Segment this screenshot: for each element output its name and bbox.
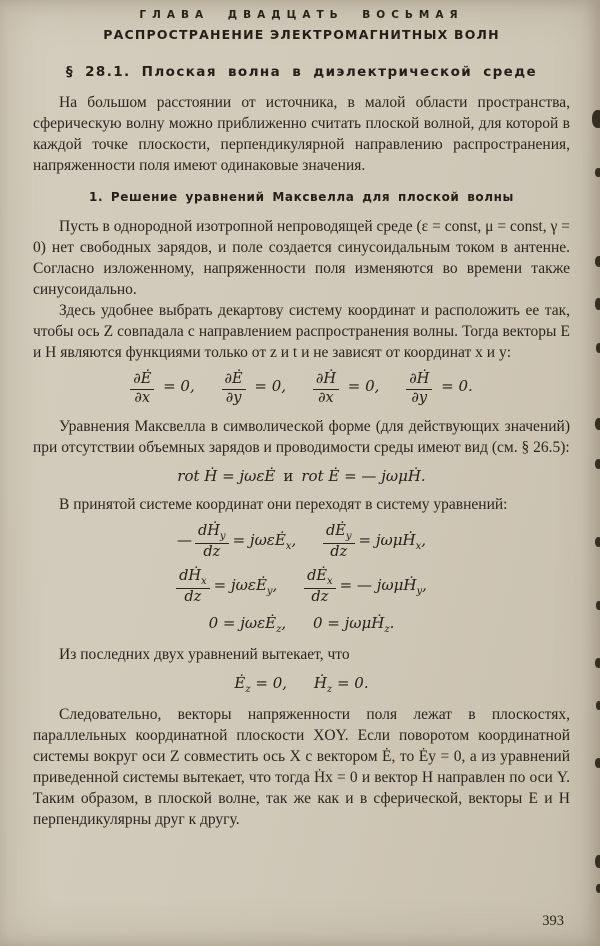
fraction-numerator: ∂Ė xyxy=(222,372,246,390)
paragraph-system-intro: В принятой системе координат они переходят в систему уравнений: xyxy=(59,495,508,513)
paragraph-medium-conditions: Пусть в однородной изотропной непроводящей среде (ε = const, μ = const, γ = 0) нет свободных зарядов, и поле создается синусоидальным током в антенне. Согласно изложенному, напряженности поля изменяются во времени также синусоидально. xyxy=(33,218,570,298)
equation-term xyxy=(314,674,369,695)
fraction-numerator: ∂Ė xyxy=(130,372,154,390)
fraction xyxy=(176,569,210,606)
equation-term xyxy=(209,614,287,635)
rhs-tail: , xyxy=(272,575,278,594)
rhs-subscript: z xyxy=(384,623,390,635)
scan-artifact xyxy=(592,110,600,128)
paragraph-final: Следовательно, векторы напряженности поля лежат в плоскостях, параллельных координатной плоскости XOY. Если поворотом координатной системы вокруг оси Z совместить ось X с вектором Ė, то Ėy = 0, а из уравнений приведенной системы вытекает, что тогда Ḣx = 0 и вектор H направлен по оси Y. Таким образом, в плоской волне, так же как и в сферической, векторы E и H перпендикулярны друг к другу. xyxy=(33,705,570,828)
equation-term xyxy=(313,372,380,407)
fraction xyxy=(304,569,336,606)
equation-system-row2 xyxy=(33,569,570,606)
scan-artifact xyxy=(595,418,600,430)
equation-conjunction: и xyxy=(283,466,294,485)
equation-term xyxy=(177,524,296,561)
numerator-subscript: y xyxy=(219,530,226,542)
equation-term xyxy=(222,372,287,407)
fraction-denominator: dz xyxy=(203,543,221,560)
fraction xyxy=(195,524,229,561)
scan-artifact xyxy=(595,758,600,768)
rhs-subscript: x xyxy=(285,540,292,552)
scan-artifact xyxy=(595,459,600,469)
scan-artifact xyxy=(595,168,600,177)
rhs-tail: = 0, xyxy=(250,673,288,692)
chapter-header: ГЛАВА ДВАДЦАТЬ ВОСЬМАЯ xyxy=(139,9,464,21)
paragraph-coordinates: Здесь удобнее выбрать декартову систему координат и расположить ее так, чтобы ось Z совпадала с направлением распространения волны. Тогда векторы E и H являются функциями только от z и t и не зависят от координат x и y: xyxy=(33,302,570,361)
equation-term xyxy=(176,569,277,606)
equation-lhs: 0 = jωεĖ xyxy=(208,613,277,632)
equation-lhs: Ė xyxy=(234,673,246,692)
rhs-main: = jωεĖ xyxy=(213,575,267,594)
equation-rhs xyxy=(232,530,297,552)
paragraph-intro: На большом расстоянии от источника, в малой области пространства, сферическую волну можно приближенно считать плоской волной, для которой в каждой точке плоскости, перпендикулярной направлению распространения, напряженности поля имеют одинаковые значения. xyxy=(33,94,570,174)
fraction xyxy=(323,524,355,561)
equation-partial-derivatives xyxy=(33,372,570,407)
scan-artifact xyxy=(595,298,600,310)
fraction-numerator: ∂Ḣ xyxy=(313,372,339,390)
equation-ez-hz xyxy=(33,674,570,695)
equation-rot xyxy=(33,467,570,485)
fraction xyxy=(406,372,432,407)
numerator-subscript: y xyxy=(345,530,352,542)
equation-rhs: = 0. xyxy=(441,377,473,396)
fraction xyxy=(222,372,246,407)
numerator-main: dḢ xyxy=(179,567,202,584)
scan-artifact xyxy=(595,537,600,547)
scan-artifact xyxy=(596,343,600,353)
equation-rhs: = 0, xyxy=(163,377,195,396)
rhs-subscript: y xyxy=(266,585,273,597)
scan-artifact xyxy=(596,601,600,610)
rhs-tail: , xyxy=(291,530,297,549)
scan-artifact xyxy=(596,884,600,893)
equation-rot-right: rot Ė = — jωμḢ. xyxy=(301,466,426,485)
equation-term xyxy=(234,674,287,695)
fraction xyxy=(130,372,154,407)
section-title: § 28.1. Плоская волна в диэлектрической среде xyxy=(65,64,538,80)
equation-rhs xyxy=(339,575,427,597)
rhs-subscript: z xyxy=(276,623,282,635)
minus-sign: — xyxy=(176,530,192,549)
rhs-subscript: y xyxy=(416,585,423,597)
equation-term xyxy=(313,614,394,635)
numerator-subscript: x xyxy=(201,575,207,587)
numerator-subscript: x xyxy=(326,575,333,587)
subsection-title: 1. Решение уравнений Максвелла для плоской волны xyxy=(89,190,514,204)
fraction-numerator: ∂Ḣ xyxy=(406,372,432,390)
fraction-denominator: ∂x xyxy=(318,389,334,406)
rhs-tail: = 0. xyxy=(332,673,369,692)
numerator-main: dĖ xyxy=(326,522,346,539)
equation-term xyxy=(406,372,473,407)
rhs-subscript: z xyxy=(326,683,333,695)
equation-rhs: = 0, xyxy=(254,377,287,396)
equation-rhs: = 0, xyxy=(347,377,380,396)
equation-system xyxy=(33,524,570,635)
fraction-denominator: dz xyxy=(330,543,348,560)
rhs-subscript: z xyxy=(245,683,251,695)
equation-rhs xyxy=(213,575,278,597)
scan-artifact xyxy=(596,701,600,710)
equation-term xyxy=(130,372,195,407)
numerator-main: dĖ xyxy=(307,567,327,584)
fraction-denominator: dz xyxy=(184,588,202,605)
page-number: 393 xyxy=(542,913,564,929)
equation-rot-left: rot Ḣ = jωεĖ xyxy=(177,466,276,485)
fraction-denominator: ∂x xyxy=(134,389,151,406)
equation-term xyxy=(323,524,426,561)
rhs-subscript: x xyxy=(415,540,422,552)
paragraph-maxwell: Уравнения Максвелла в символической форме (для действующих значений) при отсутствии объемных зарядов и проводимости среды имеют вид (см. § 26.5): xyxy=(33,417,570,456)
fraction-denominator: ∂y xyxy=(225,389,242,406)
scan-artifact xyxy=(595,855,600,868)
fraction-numerator xyxy=(304,569,336,589)
fraction-numerator xyxy=(176,569,210,589)
paragraph-conclusion-intro: Из последних двух уравнений вытекает, что xyxy=(59,645,350,663)
equation-rhs xyxy=(358,530,427,552)
rhs-main: = jωεĖ xyxy=(232,530,286,549)
numerator-main: dḢ xyxy=(197,522,220,539)
rhs-tail: , xyxy=(281,613,287,632)
rhs-tail: , xyxy=(422,575,427,594)
fraction xyxy=(313,372,339,407)
chapter-title: РАСПРОСТРАНЕНИЕ ЭЛЕКТРОМАГНИТНЫХ ВОЛН xyxy=(103,27,500,42)
fraction-numerator xyxy=(195,524,229,544)
rhs-main: = jωμḢ xyxy=(358,530,416,549)
scan-artifact xyxy=(595,658,600,668)
scan-artifact xyxy=(595,256,600,267)
rhs-tail: . xyxy=(389,613,395,632)
rhs-main: = — jωμḢ xyxy=(339,575,417,594)
equation-lhs: 0 = jωμḢ xyxy=(312,613,385,632)
rhs-tail: , xyxy=(421,530,427,549)
fraction-denominator: ∂y xyxy=(411,389,428,406)
fraction-denominator: dz xyxy=(311,588,329,605)
equation-system-row3 xyxy=(33,614,570,635)
fraction-numerator xyxy=(323,524,355,544)
equation-term xyxy=(304,569,427,606)
equation-system-row1 xyxy=(33,524,570,561)
equation-lhs: Ḣ xyxy=(313,673,327,692)
